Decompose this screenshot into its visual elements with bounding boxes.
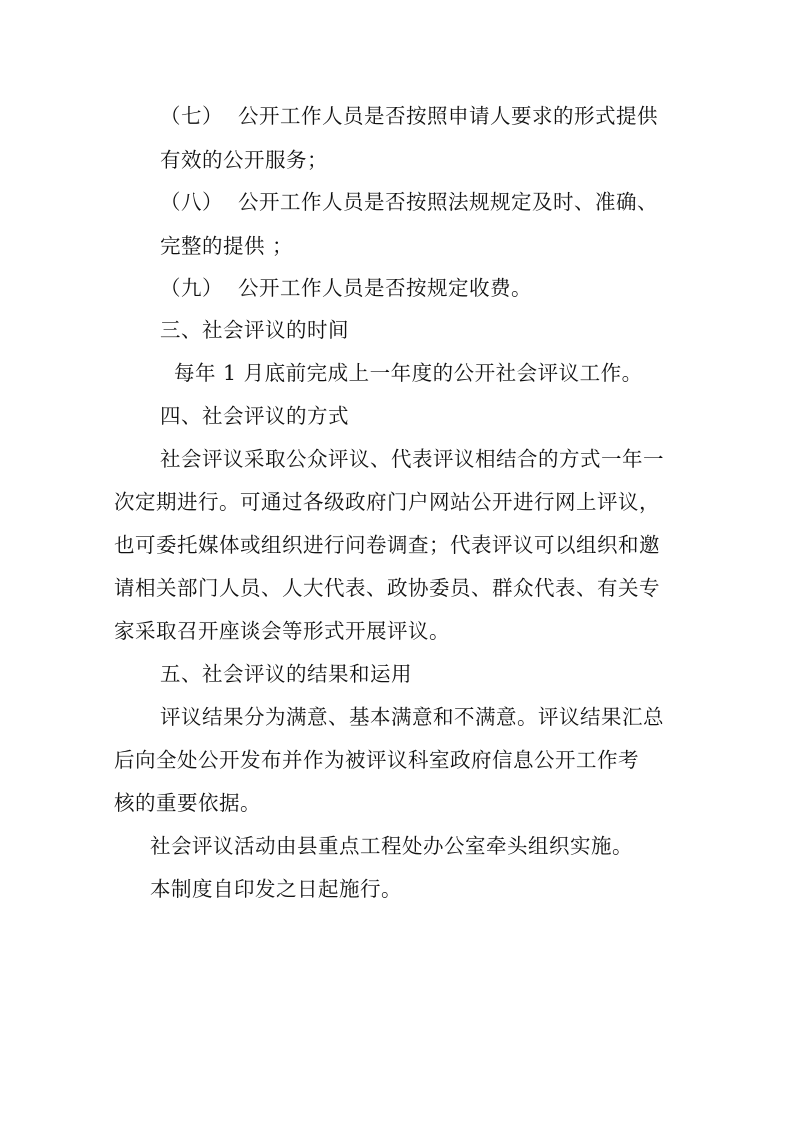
item-7-marker: （七）	[160, 104, 223, 128]
closing-line-2: 本制度自印发之日起施行。	[150, 877, 402, 901]
item-8	[160, 190, 658, 214]
item-7-continuation: 有效的公开服务；	[160, 148, 328, 172]
section-4-line-1: 社会评议采取公众评议、代表评议相结合的方式一年一	[160, 447, 664, 471]
section-5-line-3: 核的重要依据。	[114, 791, 261, 815]
item-7	[160, 104, 658, 128]
section-5-line-1: 评议结果分为满意、基本满意和不满意。评议结果汇总	[160, 705, 664, 729]
section-4-line-4: 请相关部门人员、人大代表、政协委员、群众代表、有关专	[114, 576, 660, 600]
item-9-text: 公开工作人员是否按规定收费。	[238, 276, 532, 300]
section-4-line-2: 次定期进行。可通过各级政府门户网站公开进行网上评议，	[114, 490, 660, 514]
section-5-heading: 五、社会评议的结果和运用	[160, 662, 412, 686]
section-3-heading: 三、社会评议的时间	[160, 318, 349, 342]
section-4-line-5: 家采取召开座谈会等形式开展评议。	[114, 619, 450, 643]
section-4-line-3: 也可委托媒体或组织进行问卷调查；代表评议可以组织和邀	[114, 533, 660, 557]
item-9	[160, 276, 532, 300]
item-8-continuation: 完整的提供 ；	[160, 234, 294, 258]
item-7-text: 公开工作人员是否按照申请人要求的形式提供	[238, 104, 658, 128]
section-5-line-2: 后向全处公开发布并作为被评议科室政府信息公开工作考	[114, 748, 639, 772]
item-9-marker: （九）	[160, 276, 223, 300]
section-3-body: 每年 1 月底前完成上一年度的公开社会评议工作。	[174, 361, 643, 385]
section-4-heading: 四、社会评议的方式	[160, 404, 349, 428]
item-8-text: 公开工作人员是否按照法规规定及时、准确、	[238, 190, 658, 214]
item-8-marker: （八）	[160, 190, 223, 214]
closing-line-1: 社会评议活动由县重点工程处办公室牵头组织实施。	[150, 834, 633, 858]
